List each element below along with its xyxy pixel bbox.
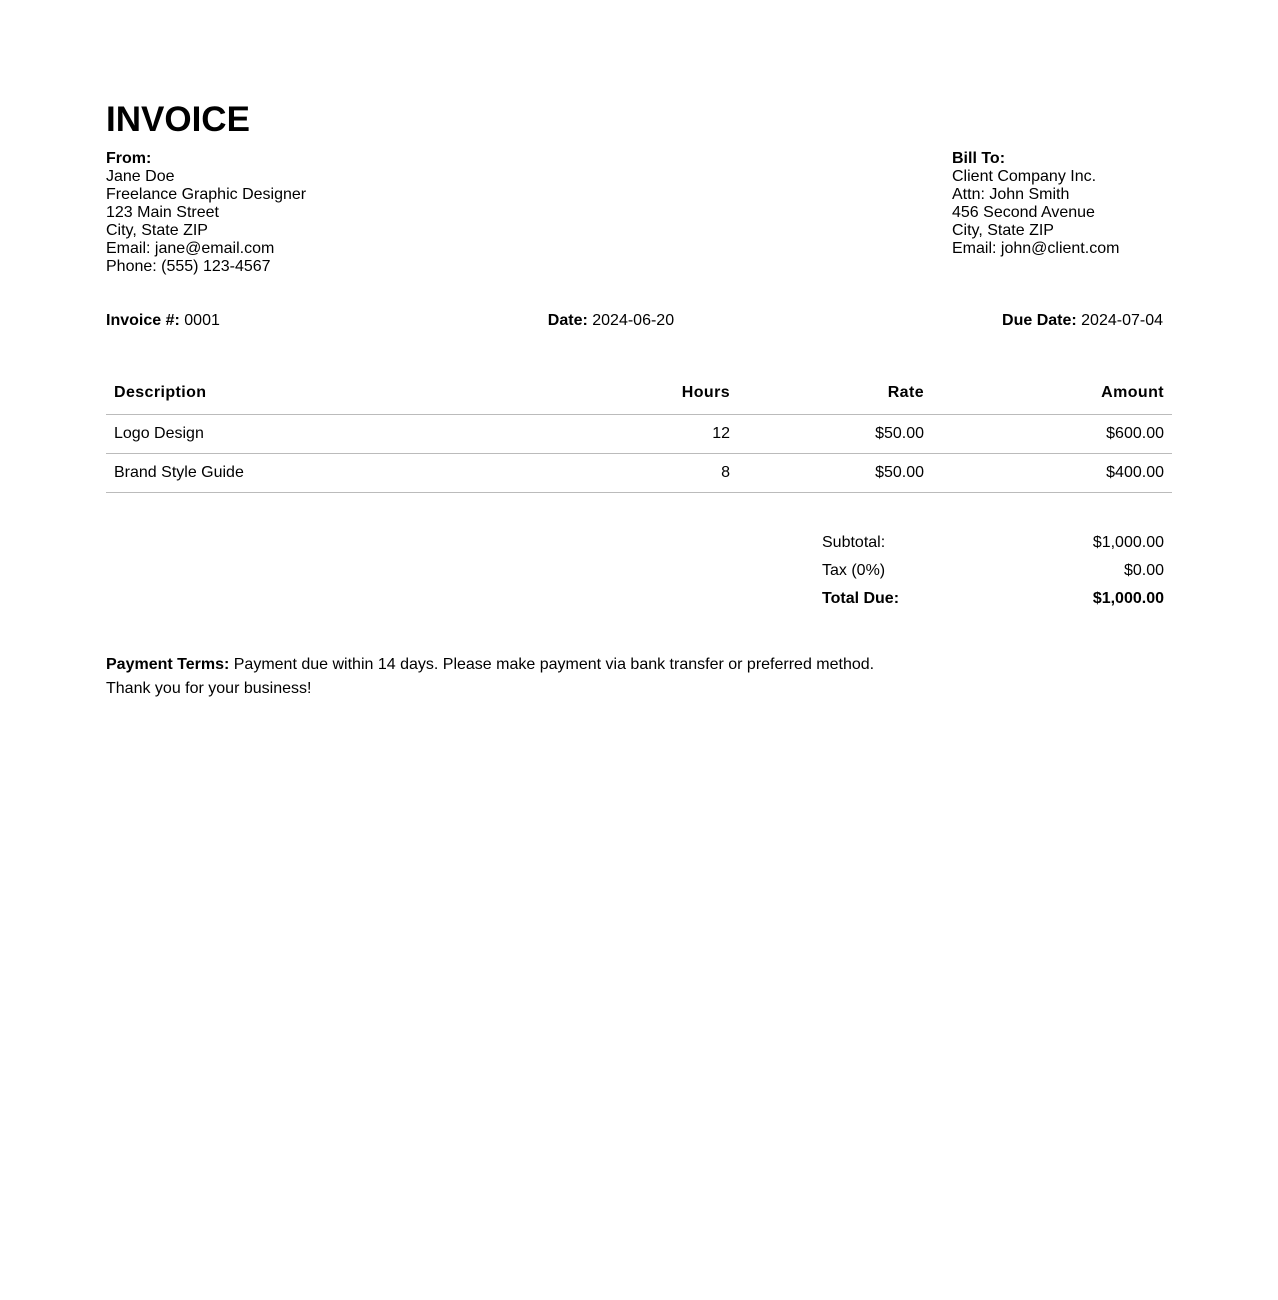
table-header-row (106, 374, 1172, 414)
tax-label: Tax (0%) (822, 561, 886, 579)
address-section (106, 150, 1172, 276)
due-date-label: Due Date: (1002, 312, 1077, 329)
subtotal-label: Subtotal: (822, 533, 886, 551)
header-description: Description (106, 374, 538, 414)
total-label: Total Due: (822, 589, 900, 607)
total-value: $1,000.00 (1092, 589, 1164, 607)
total-row (822, 585, 1172, 613)
bill-to-label: Bill To: (952, 150, 1006, 167)
thank-you-note: Thank you for your business! (106, 679, 312, 697)
totals-table (822, 529, 1172, 613)
due-date (1002, 312, 1163, 330)
invoice-number (106, 312, 220, 330)
header-hours: Hours (538, 374, 738, 414)
from-name: Jane Doe (106, 168, 175, 185)
item-amount: $400.00 (932, 453, 1172, 492)
due-date-value: 2024-07-04 (1081, 312, 1163, 329)
item-rate: $50.00 (738, 453, 932, 492)
invoice-number-value: 0001 (184, 312, 220, 329)
payment-terms (106, 653, 1172, 701)
client-street: 456 Second Avenue (952, 204, 1095, 221)
bill-to-block (952, 150, 1172, 276)
from-phone: Phone: (555) 123-4567 (106, 258, 271, 275)
subtotal-row (822, 529, 1172, 557)
tax-value: $0.00 (1123, 561, 1164, 579)
client-email: Email: john@client.com (952, 240, 1120, 257)
line-items-table (106, 374, 1172, 493)
invoice-date (548, 312, 674, 330)
payment-terms-text: Payment due within 14 days. Please make payment via bank transfer or preferred method. (229, 655, 875, 673)
client-attn: Attn: John Smith (952, 186, 1070, 203)
subtotal-value: $1,000.00 (1092, 533, 1164, 551)
from-street: 123 Main Street (106, 204, 219, 221)
item-rate: $50.00 (738, 414, 932, 453)
from-city: City, State ZIP (106, 222, 208, 239)
invoice-title: INVOICE (106, 100, 250, 139)
invoice-number-label: Invoice #: (106, 312, 180, 329)
item-hours: 8 (538, 453, 738, 492)
item-description: Logo Design (106, 414, 538, 453)
item-description: Brand Style Guide (106, 453, 538, 492)
date-label: Date: (547, 312, 588, 329)
date-value: 2024-06-20 (592, 312, 675, 329)
from-title: Freelance Graphic Designer (106, 186, 307, 203)
client-company: Client Company Inc. (952, 168, 1097, 185)
payment-terms-label: Payment Terms: (106, 655, 230, 673)
invoice-meta (106, 312, 1172, 330)
table-row (106, 453, 1172, 492)
invoice-document (106, 100, 1172, 701)
header-rate: Rate (738, 374, 932, 414)
from-label: From: (106, 150, 152, 167)
from-block (106, 150, 306, 276)
item-amount: $600.00 (932, 414, 1172, 453)
table-row (106, 414, 1172, 453)
tax-row (822, 557, 1172, 585)
header-amount: Amount (932, 374, 1172, 414)
client-city: City, State ZIP (952, 222, 1054, 239)
item-hours: 12 (538, 414, 738, 453)
from-email: Email: jane@email.com (106, 240, 275, 257)
